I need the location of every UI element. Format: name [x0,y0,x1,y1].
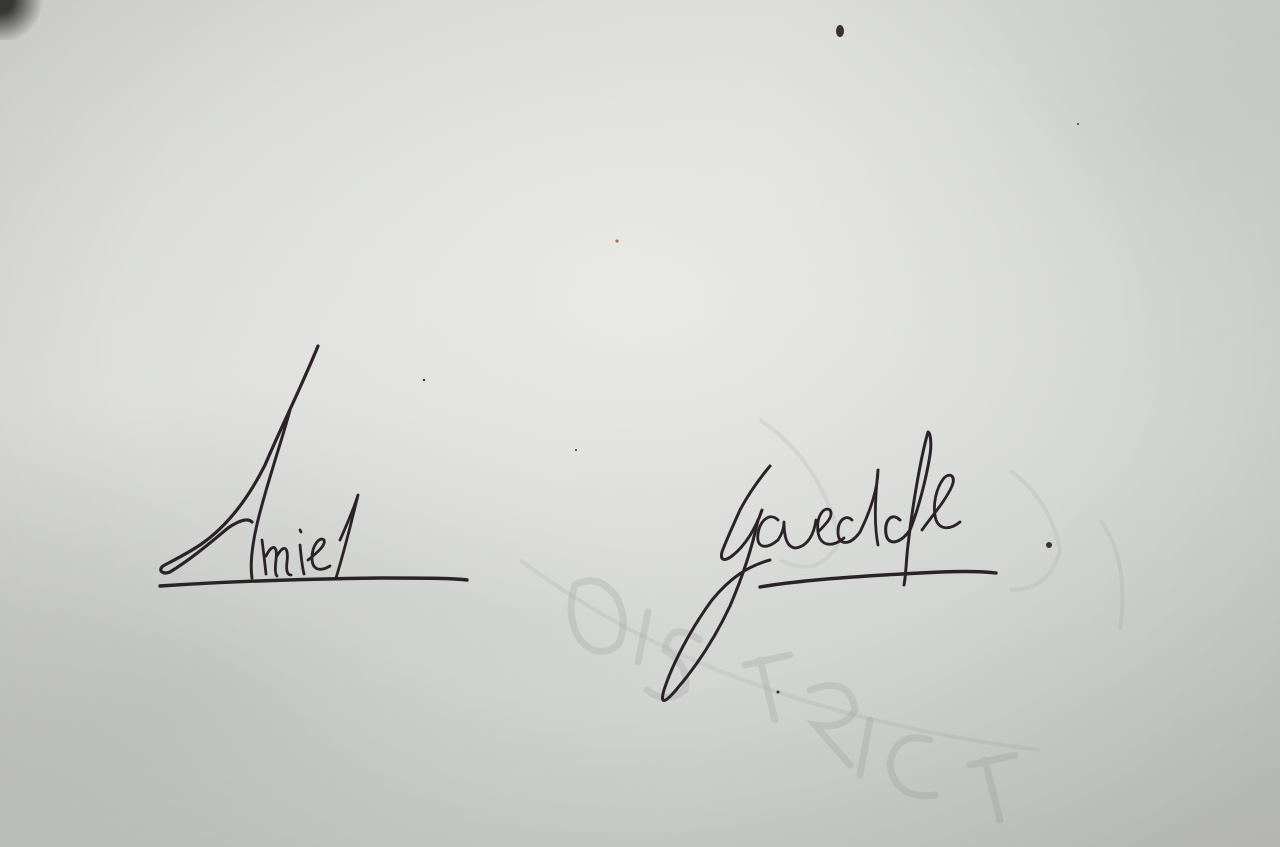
right-signature [663,432,997,701]
left-signature [160,346,467,586]
paper-specks [423,25,1079,694]
